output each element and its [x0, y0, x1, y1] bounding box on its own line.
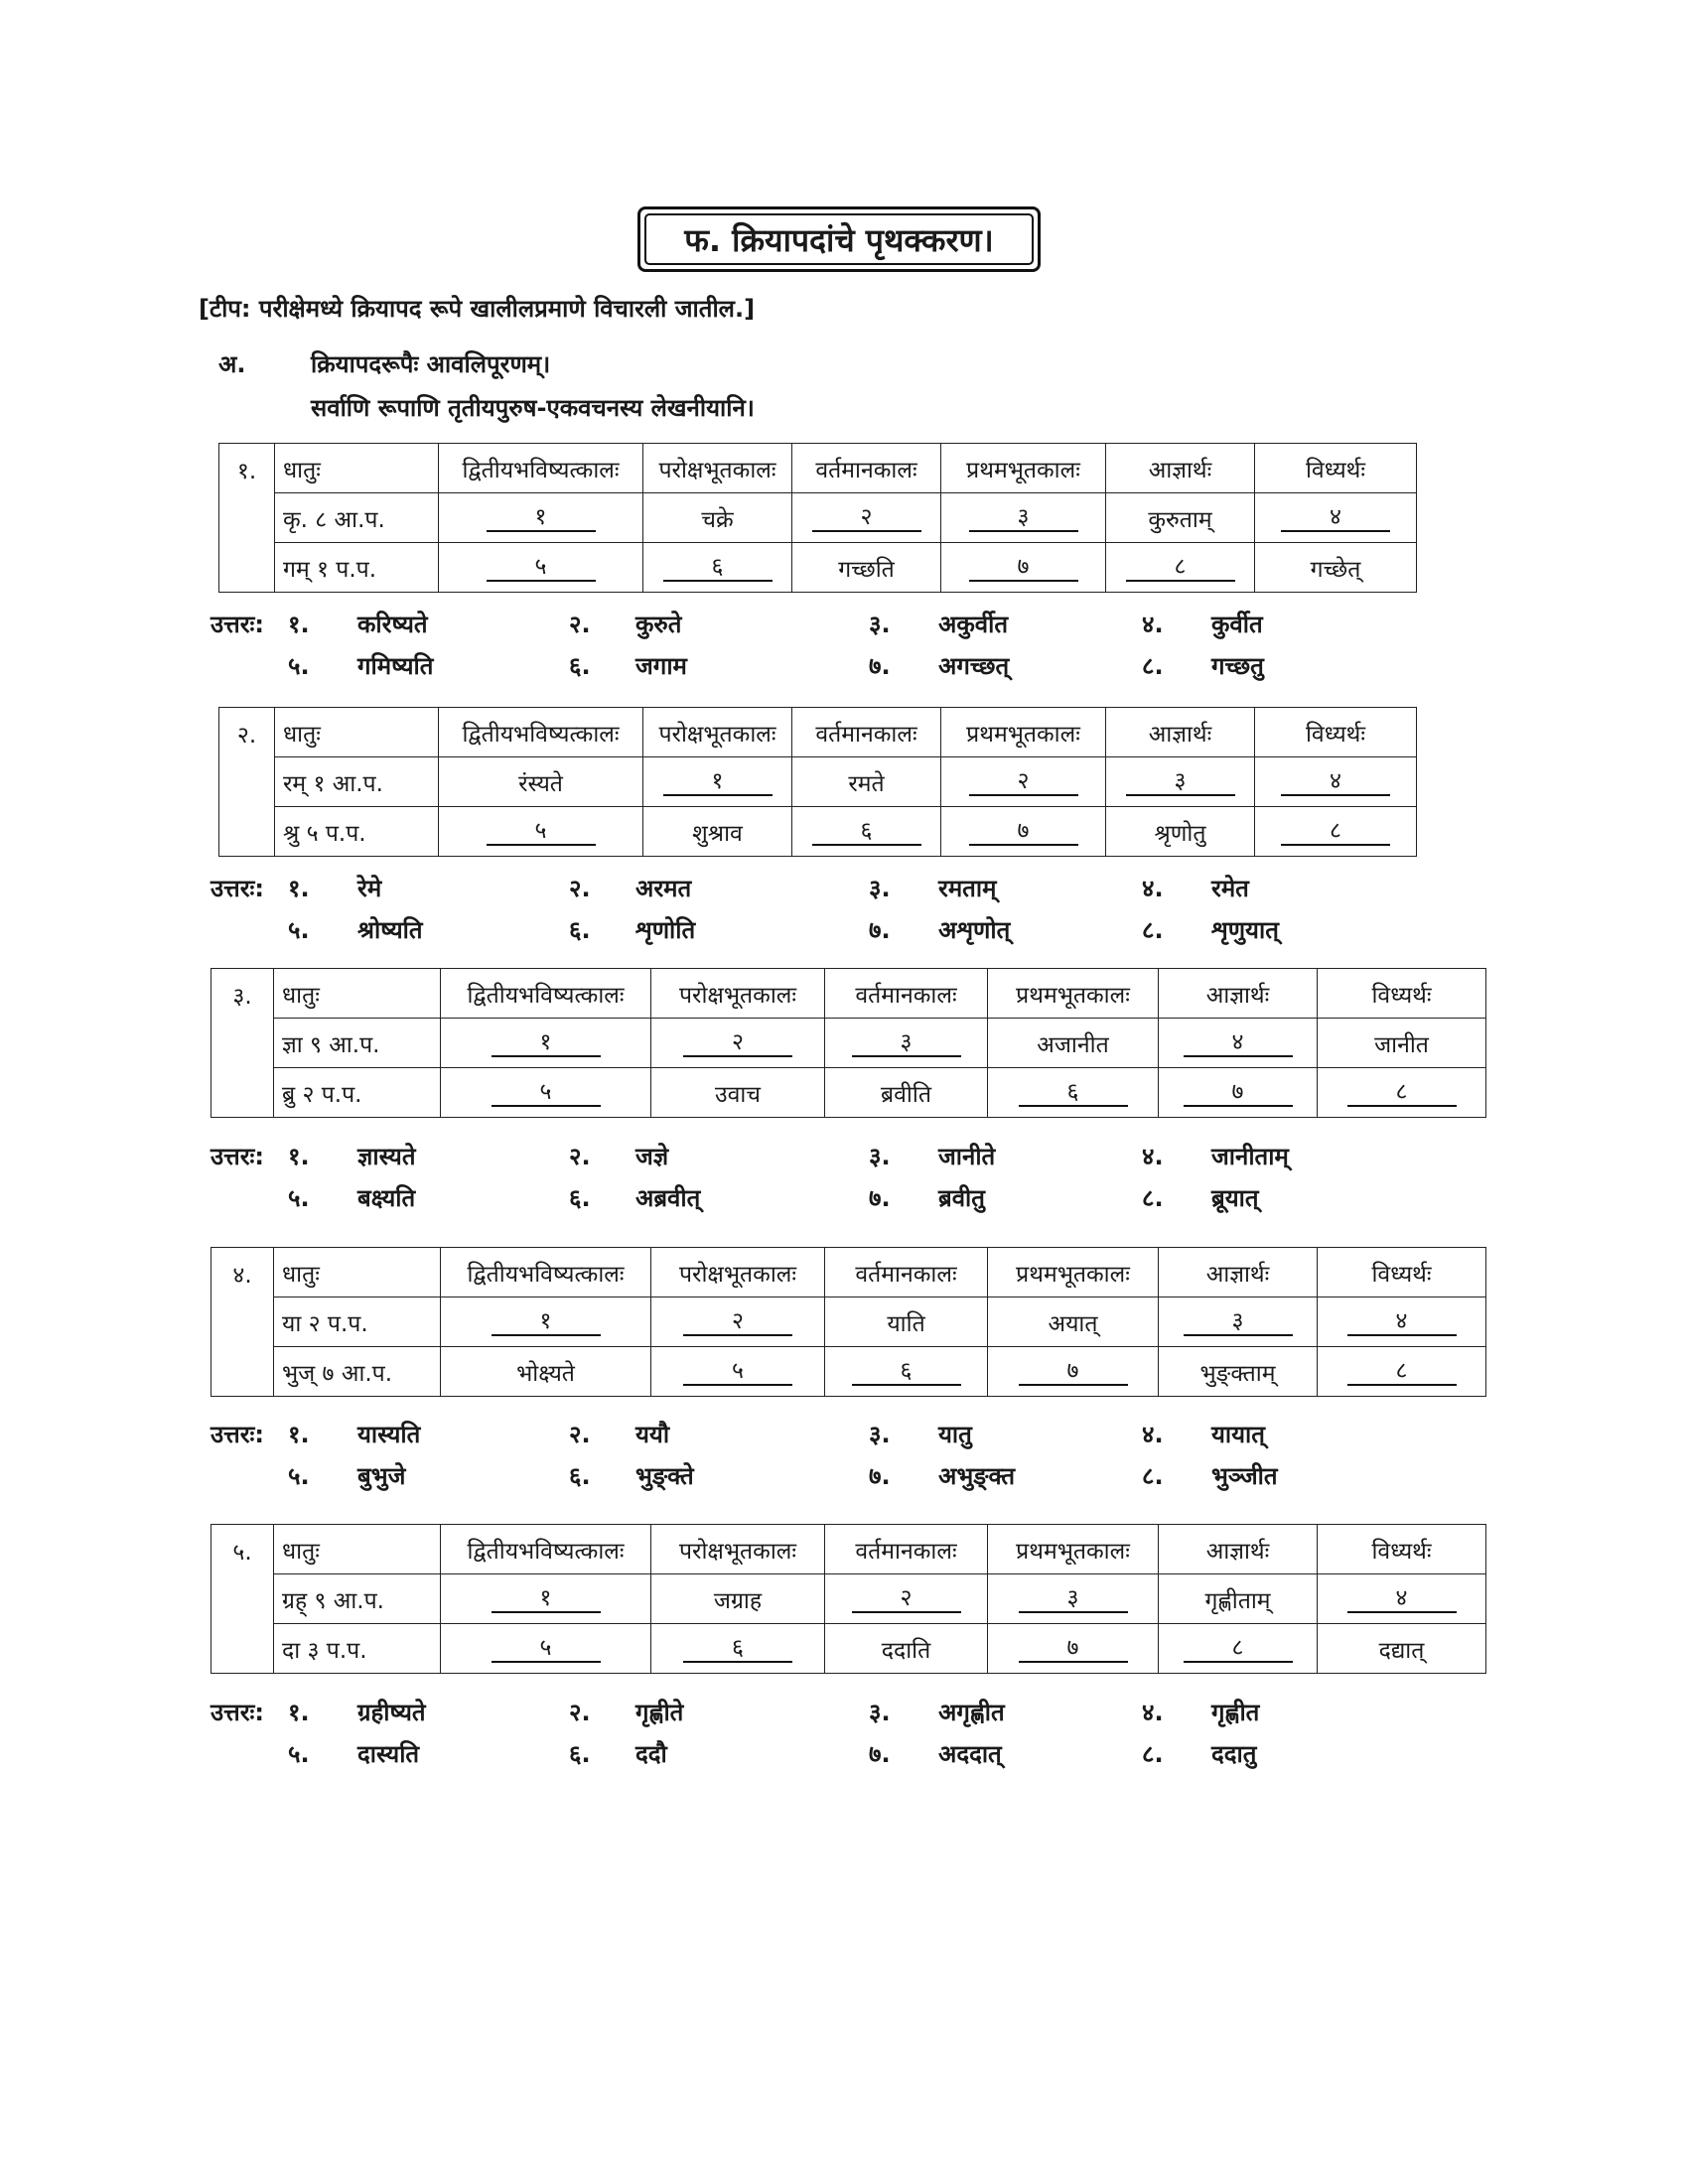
answer-number: ४.: [1142, 1421, 1164, 1448]
column-header: वर्तमानकालः: [825, 969, 988, 1019]
given-form-cell: रमते: [792, 757, 941, 807]
answer-number: १.: [288, 875, 310, 902]
blank-cell: [1159, 1624, 1318, 1674]
answer-word: अशृणोत्: [938, 916, 1011, 944]
blank-number: ५: [487, 818, 596, 846]
given-form-cell: याति: [825, 1297, 988, 1347]
column-header: धातुः: [274, 1525, 441, 1574]
verb-table: [211, 1247, 1486, 1397]
given-form-cell: भुङ्क्ताम्: [1159, 1347, 1318, 1397]
blank-number: २: [683, 1029, 792, 1057]
answer-word: शृणुयात्: [1211, 916, 1279, 944]
blank-number: ३: [1184, 1308, 1293, 1336]
dhatu-cell: ज्ञा ९ आ.प.: [274, 1019, 441, 1068]
answer-number: ७.: [869, 1184, 891, 1212]
blank-number: ४: [1281, 504, 1390, 532]
blank-number: ६: [683, 1635, 792, 1663]
answer-word: गृह्णीत: [1211, 1699, 1260, 1726]
column-header: प्रथमभूतकालः: [988, 1525, 1159, 1574]
column-header: धातुः: [274, 969, 441, 1019]
column-header: प्रथमभूतकालः: [941, 444, 1106, 493]
given-form-cell: अयात्: [988, 1297, 1159, 1347]
blank-cell: [441, 1297, 651, 1347]
blank-cell: [941, 493, 1106, 543]
answer-number: ५.: [288, 652, 310, 680]
given-form-cell: ददाति: [825, 1624, 988, 1674]
answer-number: ५.: [288, 916, 310, 944]
column-header: आज्ञार्थः: [1106, 708, 1255, 757]
blank-cell: [1318, 1297, 1486, 1347]
table-header-row: [211, 1248, 1486, 1297]
answer-word: भुञ्जीत: [1211, 1462, 1278, 1490]
blank-cell: [439, 807, 643, 857]
blank-number: ६: [812, 818, 921, 846]
answer-word: बुभुजे: [357, 1462, 406, 1490]
dhatu-cell: या २ प.प.: [274, 1297, 441, 1347]
column-header: आज्ञार्थः: [1159, 1248, 1318, 1297]
answer-number: ५.: [288, 1184, 310, 1212]
blank-number: १: [492, 1029, 601, 1057]
answer-word: अगृह्णीत: [938, 1699, 1005, 1726]
blank-number: ३: [1019, 1585, 1128, 1613]
blank-cell: [941, 757, 1106, 807]
column-header: विध्यर्थः: [1318, 969, 1486, 1019]
blank-cell: [643, 543, 792, 593]
blank-cell: [439, 543, 643, 593]
blank-cell: [1318, 1068, 1486, 1118]
blank-number: १: [492, 1585, 601, 1613]
answer-number: ६.: [569, 1740, 591, 1768]
blank-cell: [651, 1347, 825, 1397]
blank-cell: [1255, 807, 1417, 857]
answer-number: ७.: [869, 652, 891, 680]
blank-cell: [1255, 757, 1417, 807]
column-header: प्रथमभूतकालः: [988, 1248, 1159, 1297]
given-form-cell: गृह्णीताम्: [1159, 1574, 1318, 1624]
blank-cell: [825, 1347, 988, 1397]
table-row: [219, 493, 1417, 543]
answer-label: उत्तरः:: [211, 1421, 264, 1448]
blank-cell: [988, 1347, 1159, 1397]
given-form-cell: अजानीत: [988, 1019, 1159, 1068]
column-header: द्वितीयभविष्यत्कालः: [441, 1525, 651, 1574]
answer-word: भुङ्क्ते: [635, 1462, 694, 1490]
blank-number: ७: [1019, 1358, 1128, 1386]
answer-word: शृणोति: [635, 916, 696, 944]
answer-label: उत्तरः:: [211, 875, 264, 902]
answer-number: १.: [288, 611, 310, 638]
answer-number: १.: [288, 1421, 310, 1448]
answer-word: ग्रहीष्यते: [357, 1699, 426, 1726]
dhatu-cell: ग्रह् ९ आ.प.: [274, 1574, 441, 1624]
blank-cell: [441, 1574, 651, 1624]
answer-word: ब्रवीतु: [938, 1184, 985, 1212]
blank-number: ८: [1347, 1358, 1457, 1386]
column-header: वर्तमानकालः: [792, 708, 941, 757]
answer-label: उत्तरः:: [211, 1143, 264, 1170]
answer-word: ब्रूयात्: [1211, 1184, 1259, 1212]
blank-cell: [651, 1624, 825, 1674]
answer-word: श्रोष्यति: [357, 916, 423, 944]
answer-word: अददात्: [938, 1740, 1002, 1768]
answer-label: उत्तरः:: [211, 611, 264, 638]
blank-cell: [988, 1624, 1159, 1674]
blank-number: ६: [1019, 1079, 1128, 1107]
blank-cell: [643, 757, 792, 807]
note-text: [टीप: परीक्षेमध्ये क्रियापद रूपे खालीलप्रमाणे विचारली जातील.]: [199, 295, 756, 323]
column-header: परोक्षभूतकालः: [651, 1525, 825, 1574]
answer-number: ६.: [569, 1462, 591, 1490]
answer-number: ८.: [1142, 916, 1164, 944]
column-header: वर्तमानकालः: [825, 1525, 988, 1574]
table-row: [219, 757, 1417, 807]
blank-cell: [1318, 1347, 1486, 1397]
blank-number: ५: [492, 1079, 601, 1107]
page-title: फ. क्रियापदांचे पृथक्करण।: [644, 213, 1034, 265]
blank-number: ७: [1019, 1635, 1128, 1663]
column-header: द्वितीयभविष्यत्कालः: [439, 444, 643, 493]
blank-cell: [441, 1068, 651, 1118]
table-row: [211, 1574, 1486, 1624]
blank-number: ७: [969, 554, 1078, 582]
answer-word: दास्यति: [357, 1740, 420, 1768]
dhatu-cell: ब्रु २ प.प.: [274, 1068, 441, 1118]
answer-word: ददातु: [1211, 1740, 1257, 1768]
given-form-cell: गच्छेत्: [1255, 543, 1417, 593]
blank-cell: [988, 1574, 1159, 1624]
column-header: विध्यर्थः: [1255, 708, 1417, 757]
answer-word: यायात्: [1211, 1421, 1265, 1448]
blank-cell: [825, 1019, 988, 1068]
answer-number: १.: [288, 1143, 310, 1170]
blank-number: ८: [1126, 554, 1235, 582]
column-header: विध्यर्थः: [1318, 1248, 1486, 1297]
blank-number: ५: [492, 1635, 601, 1663]
given-form-cell: जानीत: [1318, 1019, 1486, 1068]
blank-number: ४: [1347, 1308, 1457, 1336]
blank-number: १: [663, 768, 773, 796]
answer-number: ४.: [1142, 611, 1164, 638]
table-row: [211, 1019, 1486, 1068]
verb-table: [211, 1524, 1486, 1674]
column-header: द्वितीयभविष्यत्कालः: [441, 1248, 651, 1297]
answer-word: जज्ञे: [635, 1143, 669, 1170]
answer-number: ६.: [569, 916, 591, 944]
answer-word: रमेत: [1211, 875, 1249, 902]
answer-word: अकुर्वीत: [938, 611, 1009, 638]
blank-cell: [439, 493, 643, 543]
question-number: १.: [219, 444, 275, 593]
answer-number: २.: [569, 1421, 591, 1448]
answer-word: अरमत: [635, 875, 692, 902]
answer-word: जानीते: [938, 1143, 996, 1170]
blank-cell: [651, 1297, 825, 1347]
answer-label: उत्तरः:: [211, 1699, 264, 1726]
verb-table: [218, 707, 1417, 857]
answer-number: ८.: [1142, 1740, 1164, 1768]
given-form-cell: गच्छति: [792, 543, 941, 593]
blank-cell: [988, 1068, 1159, 1118]
given-form-cell: उवाच: [651, 1068, 825, 1118]
blank-cell: [651, 1019, 825, 1068]
answer-number: ७.: [869, 916, 891, 944]
answer-word: करिष्यते: [357, 611, 428, 638]
dhatu-cell: श्रु ५ प.प.: [275, 807, 439, 857]
blank-cell: [1255, 493, 1417, 543]
column-header: धातुः: [274, 1248, 441, 1297]
answer-number: १.: [288, 1699, 310, 1726]
blank-cell: [941, 807, 1106, 857]
answer-number: २.: [569, 875, 591, 902]
blank-number: ५: [683, 1358, 792, 1386]
blank-cell: [941, 543, 1106, 593]
table-header-row: [211, 969, 1486, 1019]
given-form-cell: श्रृणोतु: [1106, 807, 1255, 857]
column-header: द्वितीयभविष्यत्कालः: [441, 969, 651, 1019]
answer-number: ८.: [1142, 1462, 1164, 1490]
answer-number: ५.: [288, 1462, 310, 1490]
column-header: वर्तमानकालः: [792, 444, 941, 493]
answer-word: ददौ: [635, 1740, 667, 1768]
blank-cell: [1159, 1297, 1318, 1347]
blank-cell: [1159, 1068, 1318, 1118]
column-header: परोक्षभूतकालः: [651, 1248, 825, 1297]
given-form-cell: दद्यात्: [1318, 1624, 1486, 1674]
question-number: २.: [219, 708, 275, 857]
blank-cell: [825, 1574, 988, 1624]
blank-number: ७: [969, 818, 1078, 846]
column-header: परोक्षभूतकालः: [651, 969, 825, 1019]
answer-word: अभुङ्क्त: [938, 1462, 1016, 1490]
answer-word: यास्यति: [357, 1421, 421, 1448]
dhatu-cell: गम् १ प.प.: [275, 543, 439, 593]
blank-cell: [1159, 1019, 1318, 1068]
given-form-cell: कुरुताम्: [1106, 493, 1255, 543]
answer-word: रमताम्: [938, 875, 997, 902]
answer-number: ३.: [869, 1421, 891, 1448]
blank-number: २: [812, 504, 921, 532]
blank-cell: [441, 1624, 651, 1674]
blank-number: ६: [852, 1358, 961, 1386]
answer-word: जगाम: [635, 652, 687, 680]
answer-word: गच्छतु: [1211, 652, 1264, 680]
answer-word: यातु: [938, 1421, 972, 1448]
column-header: आज्ञार्थः: [1159, 1525, 1318, 1574]
table-row: [211, 1297, 1486, 1347]
verb-table: [218, 443, 1417, 593]
blank-number: ८: [1184, 1635, 1293, 1663]
answer-word: गमिष्यति: [357, 652, 434, 680]
blank-cell: [1106, 543, 1255, 593]
answer-number: ४.: [1142, 1143, 1164, 1170]
blank-number: ३: [969, 504, 1078, 532]
blank-number: ४: [1347, 1585, 1457, 1613]
answer-number: ७.: [869, 1740, 891, 1768]
answer-number: ३.: [869, 1143, 891, 1170]
blank-number: ८: [1347, 1079, 1457, 1107]
table-header-row: [211, 1525, 1486, 1574]
blank-number: २: [683, 1308, 792, 1336]
given-form-cell: जग्राह: [651, 1574, 825, 1624]
verb-table: [211, 968, 1486, 1118]
question-number: ३.: [211, 969, 274, 1118]
blank-cell: [792, 807, 941, 857]
column-header: द्वितीयभविष्यत्कालः: [439, 708, 643, 757]
column-header: धातुः: [275, 444, 439, 493]
table-row: [211, 1624, 1486, 1674]
answer-word: ज्ञास्यते: [357, 1143, 416, 1170]
blank-number: ३: [1126, 768, 1235, 796]
answer-word: बक्ष्यति: [357, 1184, 416, 1212]
blank-number: ६: [663, 554, 773, 582]
column-header: वर्तमानकालः: [825, 1248, 988, 1297]
column-header: आज्ञार्थः: [1106, 444, 1255, 493]
dhatu-cell: भुज् ७ आ.प.: [274, 1347, 441, 1397]
blank-number: २: [852, 1585, 961, 1613]
column-header: विध्यर्थः: [1255, 444, 1417, 493]
answer-number: ८.: [1142, 1184, 1164, 1212]
column-header: विध्यर्थः: [1318, 1525, 1486, 1574]
column-header: प्रथमभूतकालः: [941, 708, 1106, 757]
dhatu-cell: रम् १ आ.प.: [275, 757, 439, 807]
blank-number: ४: [1281, 768, 1390, 796]
answer-word: जानीताम्: [1211, 1143, 1289, 1170]
answer-word: कुर्वीत: [1211, 611, 1263, 638]
blank-number: ३: [852, 1029, 961, 1057]
question-number: ४.: [211, 1248, 274, 1397]
section-instruction-2: सर्वाणि रूपाणि तृतीयपुरुष-एकवचनस्य लेखनीयानि।: [311, 394, 755, 422]
section-label: अ.: [218, 350, 246, 378]
answer-number: ४.: [1142, 875, 1164, 902]
answer-word: कुरुते: [635, 611, 682, 638]
answer-word: अगच्छत्: [938, 652, 1010, 680]
given-form-cell: भोक्ष्यते: [441, 1347, 651, 1397]
dhatu-cell: कृ. ८ आ.प.: [275, 493, 439, 543]
answer-number: ३.: [869, 1699, 891, 1726]
blank-number: २: [969, 768, 1078, 796]
answer-number: ६.: [569, 652, 591, 680]
column-header: परोक्षभूतकालः: [643, 444, 792, 493]
blank-cell: [441, 1019, 651, 1068]
answer-number: २.: [569, 1143, 591, 1170]
answer-number: ७.: [869, 1462, 891, 1490]
answer-number: ५.: [288, 1740, 310, 1768]
answer-word: रेमे: [357, 875, 382, 902]
dhatu-cell: दा ३ प.प.: [274, 1624, 441, 1674]
column-header: प्रथमभूतकालः: [988, 969, 1159, 1019]
answer-number: ६.: [569, 1184, 591, 1212]
blank-cell: [792, 493, 941, 543]
blank-number: ७: [1184, 1079, 1293, 1107]
given-form-cell: ब्रवीति: [825, 1068, 988, 1118]
answer-number: ४.: [1142, 1699, 1164, 1726]
answer-word: ययौ: [635, 1421, 670, 1448]
answer-number: २.: [569, 611, 591, 638]
column-header: परोक्षभूतकालः: [643, 708, 792, 757]
answer-number: ३.: [869, 611, 891, 638]
given-form-cell: चक्रे: [643, 493, 792, 543]
answer-number: २.: [569, 1699, 591, 1726]
blank-number: १: [487, 504, 596, 532]
column-header: धातुः: [275, 708, 439, 757]
blank-number: ४: [1184, 1029, 1293, 1057]
table-row: [211, 1347, 1486, 1397]
table-row: [219, 543, 1417, 593]
title-box: [637, 206, 1041, 272]
answer-word: अब्रवीत्: [635, 1184, 701, 1212]
table-header-row: [219, 708, 1417, 757]
answer-number: ८.: [1142, 652, 1164, 680]
blank-number: १: [492, 1308, 601, 1336]
blank-number: ८: [1281, 818, 1390, 846]
table-header-row: [219, 444, 1417, 493]
table-row: [211, 1068, 1486, 1118]
answer-word: गृह्णीते: [635, 1699, 684, 1726]
section-instruction-1: क्रियापदरूपैः आवलिपूरणम्।: [311, 350, 551, 378]
blank-cell: [1318, 1574, 1486, 1624]
given-form-cell: शुश्राव: [643, 807, 792, 857]
blank-number: ५: [487, 554, 596, 582]
blank-cell: [1106, 757, 1255, 807]
given-form-cell: रंस्यते: [439, 757, 643, 807]
table-row: [219, 807, 1417, 857]
column-header: आज्ञार्थः: [1159, 969, 1318, 1019]
question-number: ५.: [211, 1525, 274, 1674]
answer-number: ३.: [869, 875, 891, 902]
